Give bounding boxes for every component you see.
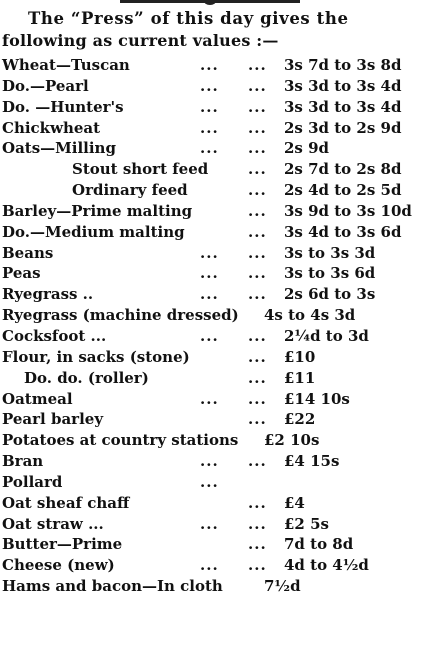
commodity-name: Cheese (new) [2,556,115,575]
commodity-price: 3s to 3s 3d [284,243,376,262]
commodity-name: Pollard [2,472,63,491]
commodity-price: £2 5s [284,514,329,533]
commodity-price: £14 10s [284,389,350,408]
commodity-name: Ordinary feed [72,181,188,200]
commodity-price: 7½d [264,577,301,596]
commodity-name: Oat straw ... [2,514,104,533]
price-row [2,368,440,389]
rule-ornament [204,0,216,5]
commodity-name: Chickwheat [2,118,101,137]
price-row [2,263,440,284]
leader-dots: ... [200,97,219,116]
price-row [2,430,440,451]
price-list [2,55,440,597]
commodity-name: Hams and bacon—In cloth [2,577,223,596]
leader-dots: ... [200,139,219,158]
commodity-price: £11 [284,368,316,387]
price-row [2,326,440,347]
price-row [2,493,440,514]
leader-dots: ... [248,347,267,366]
price-row [2,555,440,576]
commodity-name: Potatoes at country stations [2,431,239,450]
leader-dots: ... [200,76,219,95]
leader-dots: ... [248,368,267,387]
leader-dots: ... [248,452,267,471]
top-rule [120,0,300,3]
commodity-price: 2s 7d to 2s 8d [284,160,402,179]
commodity-name: Oatmeal [2,389,73,408]
price-row [2,347,440,368]
commodity-price: 3s 3d to 3s 4d [284,76,402,95]
commodity-price: £10 [284,347,316,366]
leader-dots: ... [200,56,219,74]
price-row [2,159,440,180]
commodity-name: Cocksfoot ... [2,326,107,345]
leader-dots: ... [248,514,267,533]
commodity-price: 2s 9d [284,139,330,158]
leader-dots: ... [200,452,219,471]
commodity-price: 2s 6d to 3s [284,285,376,304]
intro-line-2: following as current values :— [2,31,279,50]
leader-dots: ... [200,264,219,283]
price-row [2,222,440,243]
price-row [2,138,440,159]
leader-dots: ... [248,222,267,241]
commodity-name: Barley—Prime malting [2,201,193,220]
commodity-name: Peas [2,264,41,283]
leader-dots: ... [200,514,219,533]
price-row [2,76,440,97]
commodity-name: Oat sheaf chaff [2,493,130,512]
commodity-price: 4s to 4s 3d [264,306,356,325]
leader-dots: ... [200,556,219,575]
commodity-name: Butter—Prime [2,535,123,554]
leader-dots: ... [248,118,267,137]
leader-dots: ... [200,326,219,345]
price-row [2,97,440,118]
price-row [2,389,440,410]
price-row [2,118,440,139]
leader-dots: ... [248,243,267,262]
leader-dots: ... [248,285,267,304]
price-row [2,409,440,430]
commodity-price: 3s 4d to 3s 6d [284,222,402,241]
leader-dots: ... [248,493,267,512]
price-row [2,305,440,326]
commodity-name: Do.—Pearl [2,76,89,95]
leader-dots: ... [248,181,267,200]
commodity-name: Beans [2,243,54,262]
leader-dots: ... [248,264,267,283]
commodity-name: Do. do. (roller) [24,368,149,387]
commodity-price: 2¼d to 3d [284,326,369,345]
leader-dots: ... [248,139,267,158]
leader-dots: ... [248,56,267,74]
commodity-price: £4 15s [284,452,340,471]
leader-dots: ... [248,389,267,408]
commodity-name: Wheat—Tuscan [2,56,130,74]
price-row [2,201,440,222]
price-row [2,514,440,535]
commodity-name: Bran [2,452,44,471]
commodity-price: 3s to 3s 6d [284,264,376,283]
price-row [2,576,440,597]
price-row [2,534,440,555]
commodity-price: 4d to 4½d [284,556,369,575]
leader-dots: ... [248,535,267,554]
leader-dots: ... [200,389,219,408]
commodity-price: 3s 9d to 3s 10d [284,201,412,220]
price-row [2,55,440,76]
commodity-name: Do. —Hunter's [2,97,124,116]
price-row [2,451,440,472]
leader-dots: ... [200,243,219,262]
commodity-price: 3s 3d to 3s 4d [284,97,402,116]
leader-dots: ... [200,285,219,304]
leader-dots: ... [248,97,267,116]
commodity-price: £22 [284,410,316,429]
commodity-price: 7d to 8d [284,535,354,554]
leader-dots: ... [248,326,267,345]
commodity-price: £4 [284,493,305,512]
intro-paragraph [2,8,440,52]
leader-dots: ... [248,76,267,95]
leader-dots: ... [248,556,267,575]
commodity-price: 2s 3d to 2s 9d [284,118,402,137]
commodity-price: 3s 7d to 3s 8d [284,56,402,74]
price-row [2,180,440,201]
commodity-price: £2 10s [264,431,320,450]
commodity-name: Oats—Milling [2,139,116,158]
commodity-name: Flour, in sacks (stone) [2,347,190,366]
leader-dots: ... [200,118,219,137]
leader-dots: ... [200,472,219,491]
commodity-name: Pearl barley [2,410,104,429]
price-row [2,284,440,305]
intro-line-1: The “Press” of this day gives the [28,9,349,28]
price-row [2,243,440,264]
commodity-price: 2s 4d to 2s 5d [284,181,402,200]
commodity-name: Do.—Medium malting [2,222,185,241]
leader-dots: ... [248,410,267,429]
leader-dots: ... [248,201,267,220]
commodity-name: Ryegrass .. [2,285,94,304]
commodity-name: Stout short feed [72,160,209,179]
price-row [2,472,440,493]
leader-dots: ... [248,160,267,179]
commodity-name: Ryegrass (machine dressed) [2,306,239,325]
